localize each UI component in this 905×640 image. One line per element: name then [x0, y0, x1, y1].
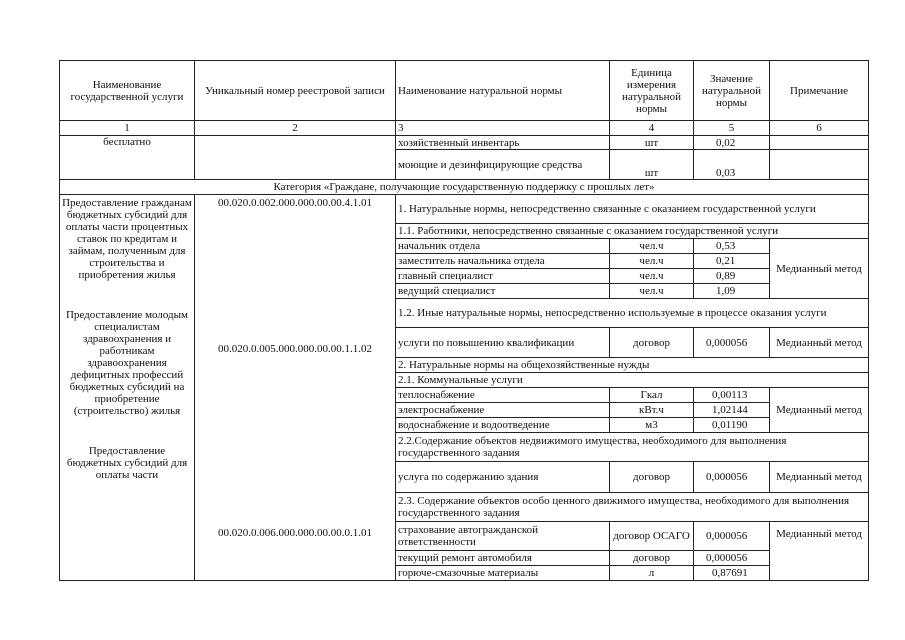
col-number: 2: [195, 121, 396, 136]
norm-name: страхование автогражданской ответственности: [396, 522, 610, 551]
norm-value: 0,87691: [694, 566, 770, 581]
norm-value: 0,02: [694, 136, 770, 150]
norm-value: 0,000056: [694, 328, 770, 358]
note-median: Медианный метод: [770, 239, 869, 299]
note-median: Медианный метод: [770, 328, 869, 358]
norm-unit: договор ОСАГО: [610, 522, 694, 551]
header-row: [60, 61, 869, 121]
registry-code: 00.020.0.002.000.000.00.00.4.1.01: [218, 197, 372, 209]
norm-unit: договор: [610, 551, 694, 566]
table-row: [60, 136, 869, 150]
section-heading: 1. Натуральные нормы, непосредственно связанные с оказанием государственной услуги: [396, 195, 869, 224]
service-name: Предоставление бюджетных субсидий для оплаты части: [66, 445, 188, 481]
header-norm-name: Наименование натуральной нормы: [396, 61, 610, 121]
norm-value: 1,02144: [694, 403, 770, 418]
header-note: Примечание: [770, 61, 869, 121]
column-numbers-row: [60, 121, 869, 136]
natural-norms-table: [59, 60, 869, 581]
norm-unit: шт: [610, 150, 694, 180]
note-cell-empty: [770, 150, 869, 180]
norm-value: 0,00113: [694, 388, 770, 403]
norm-unit: Гкал: [610, 388, 694, 403]
norm-value: 0,000056: [694, 551, 770, 566]
section-heading: 2.1. Коммунальные услуги: [396, 373, 869, 388]
note-median: Медианный метод: [770, 462, 869, 493]
registry-codes-cell: [195, 195, 396, 581]
header-value: Значение натуральной нормы: [694, 61, 770, 121]
norm-unit: л: [610, 566, 694, 581]
note-median: Медианный метод: [770, 388, 869, 433]
col-number: 4: [610, 121, 694, 136]
category-title: Категория «Граждане, получающие государственную поддержку с прошлых лет»: [60, 180, 869, 195]
norm-name: услуга по содержанию здания: [396, 462, 610, 493]
norm-name: хозяйственный инвентарь: [396, 136, 610, 150]
norm-name: горюче-смазочные материалы: [396, 566, 610, 581]
header-service-name: Наименование государственной услуги: [60, 61, 195, 121]
norm-unit: чел.ч: [610, 269, 694, 284]
registry-cell-empty: [195, 136, 396, 180]
col-number: 6: [770, 121, 869, 136]
section-heading: 1.2. Иные натуральные нормы, непосредственно используемые в процессе оказания услуги: [396, 299, 869, 328]
norm-name: теплоснабжение: [396, 388, 610, 403]
norm-name: начальник отдела: [396, 239, 610, 254]
norm-name: главный специалист: [396, 269, 610, 284]
col-number: 5: [694, 121, 770, 136]
table-row: [60, 195, 869, 224]
norm-value: 0,89: [694, 269, 770, 284]
category-row: [60, 180, 869, 195]
norm-unit: чел.ч: [610, 239, 694, 254]
section-heading: 2. Натуральные нормы на общехозяйственные нужды: [396, 358, 869, 373]
norm-name: водоснабжение и водоотведение: [396, 418, 610, 433]
norm-name: электроснабжение: [396, 403, 610, 418]
norm-name: услуги по повышению квалификации: [396, 328, 610, 358]
norm-unit: договор: [610, 328, 694, 358]
norm-value: 0,21: [694, 254, 770, 269]
note-median: Медианный метод: [770, 522, 869, 581]
header-registry-number: Уникальный номер реестровой записи: [195, 61, 396, 121]
norm-unit: шт: [610, 136, 694, 150]
col-number: 3: [396, 121, 610, 136]
norm-name: ведущий специалист: [396, 284, 610, 299]
section-heading: 2.2.Содержание объектов недвижимого имущества, необходимого для выполнения государственного задания: [396, 433, 869, 462]
norm-value: 0,53: [694, 239, 770, 254]
section-heading: 1.1. Работники, непосредственно связанные с оказанием государственной услуги: [396, 224, 869, 239]
norm-unit: чел.ч: [610, 284, 694, 299]
registry-code: 00.020.0.006.000.000.00.00.0.1.01: [218, 527, 372, 539]
norm-value: 1,09: [694, 284, 770, 299]
norm-unit: м3: [610, 418, 694, 433]
norm-name: моющие и дезинфицирующие средства: [396, 150, 610, 180]
norm-value: 0,000056: [694, 522, 770, 551]
col-number: 1: [60, 121, 195, 136]
norm-unit: кВт.ч: [610, 403, 694, 418]
norm-value: 0,03: [694, 150, 770, 180]
header-unit: Единица измерения натуральной нормы: [610, 61, 694, 121]
norm-name: текущий ремонт автомобиля: [396, 551, 610, 566]
registry-code: 00.020.0.005.000.000.00.00.1.1.02: [218, 343, 372, 355]
norm-value: 0,01190: [694, 418, 770, 433]
service-name: Предоставление гражданам бюджетных субсидий для оплаты части процентных ставок по кредитам и займам, полученным для строительства и приобретения жилья: [62, 197, 192, 281]
service-name-cont: бесплатно: [60, 136, 195, 180]
section-heading: 2.3. Содержание объектов особо ценного движимого имущества, необходимого для выполнения государственного задания: [396, 493, 869, 522]
norm-unit: чел.ч: [610, 254, 694, 269]
service-name: Предоставление молодым специалистам здравоохранения и работникам здравоохранения дефицитных профессий бюджетных субсидий на приобретение (строительство) жилья: [65, 309, 189, 417]
note-cell-empty: [770, 136, 869, 150]
service-names-cell: [60, 195, 195, 581]
norm-name: заместитель начальника отдела: [396, 254, 610, 269]
norm-value: 0,000056: [694, 462, 770, 493]
norm-unit: договор: [610, 462, 694, 493]
